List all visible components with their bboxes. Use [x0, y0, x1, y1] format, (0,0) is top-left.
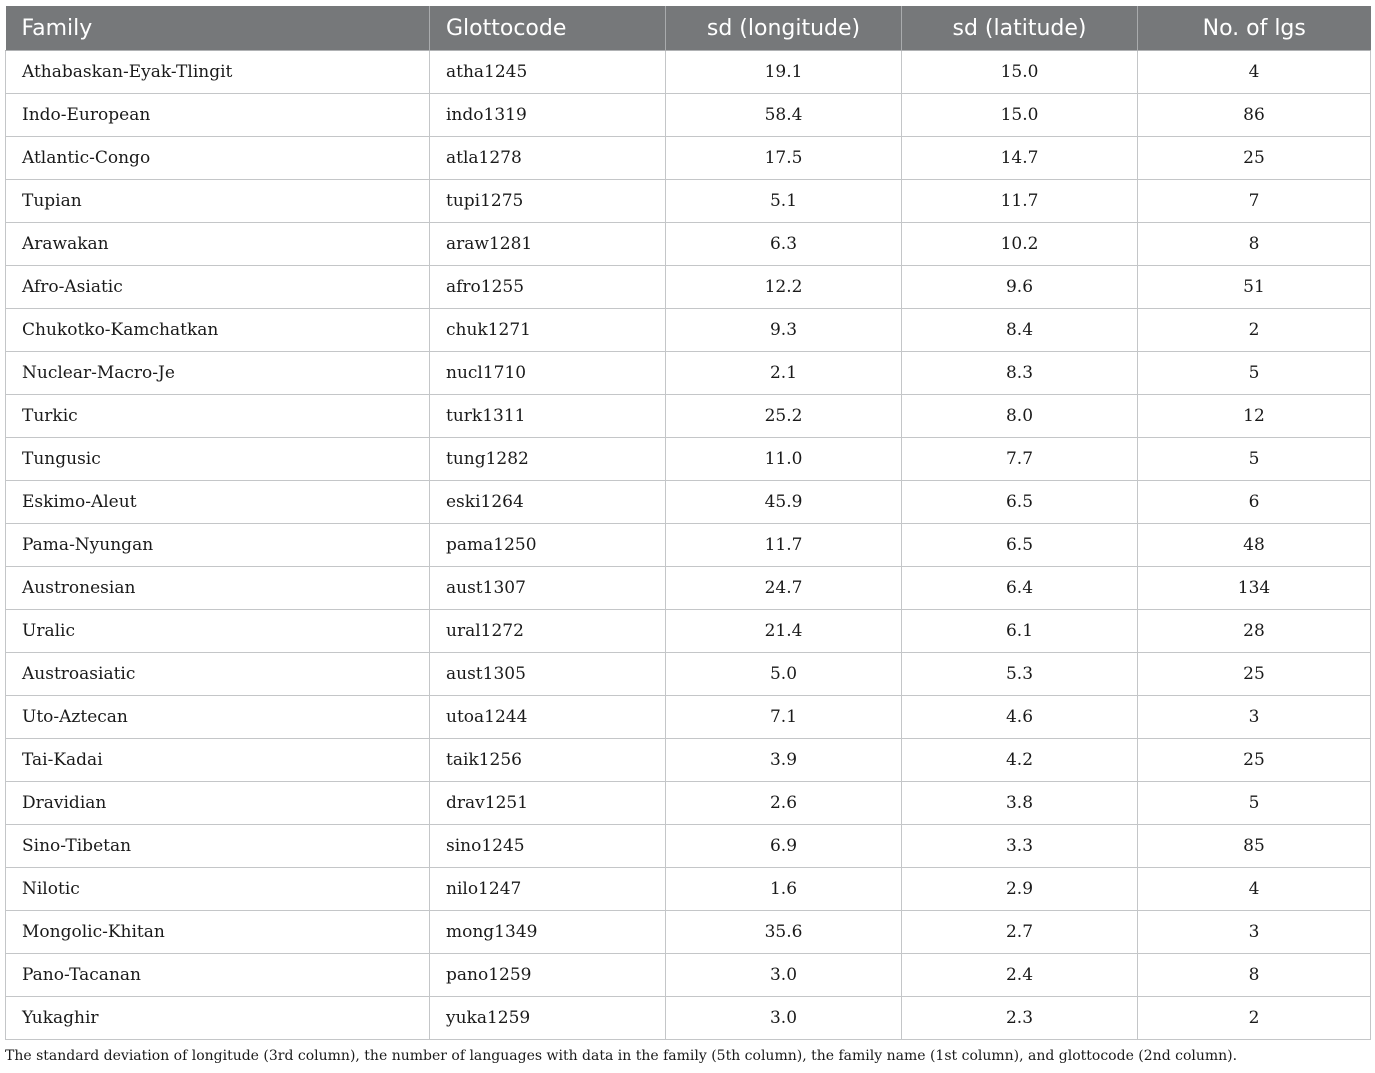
table-row [6, 911, 1371, 954]
cell-sd-latitude: 2.9 [902, 868, 1138, 911]
cell-num-languages: 134 [1138, 567, 1371, 610]
cell-family: Austronesian [6, 567, 430, 610]
cell-glottocode: indo1319 [430, 94, 666, 137]
cell-sd-longitude: 6.3 [666, 223, 902, 266]
cell-family: Uralic [6, 610, 430, 653]
cell-num-languages: 3 [1138, 696, 1371, 739]
cell-sd-latitude: 3.8 [902, 782, 1138, 825]
cell-sd-latitude: 9.6 [902, 266, 1138, 309]
cell-sd-longitude: 45.9 [666, 481, 902, 524]
cell-glottocode: aust1305 [430, 653, 666, 696]
table-row [6, 481, 1371, 524]
cell-sd-longitude: 35.6 [666, 911, 902, 954]
table-row [6, 825, 1371, 868]
cell-sd-latitude: 2.7 [902, 911, 1138, 954]
cell-num-languages: 8 [1138, 954, 1371, 997]
cell-glottocode: ural1272 [430, 610, 666, 653]
cell-glottocode: atha1245 [430, 51, 666, 94]
cell-sd-latitude: 10.2 [902, 223, 1138, 266]
table-row [6, 266, 1371, 309]
cell-family: Eskimo-Aleut [6, 481, 430, 524]
cell-glottocode: utoa1244 [430, 696, 666, 739]
cell-sd-longitude: 9.3 [666, 309, 902, 352]
table-header-row [6, 6, 1371, 51]
table-body [6, 51, 1371, 1040]
cell-sd-latitude: 4.2 [902, 739, 1138, 782]
header-glottocode: Glottocode [430, 6, 666, 51]
cell-sd-latitude: 8.3 [902, 352, 1138, 395]
table-row [6, 610, 1371, 653]
cell-num-languages: 6 [1138, 481, 1371, 524]
table-row [6, 395, 1371, 438]
table-row [6, 696, 1371, 739]
cell-family: Afro-Asiatic [6, 266, 430, 309]
cell-sd-longitude: 2.6 [666, 782, 902, 825]
cell-family: Tungusic [6, 438, 430, 481]
cell-sd-latitude: 5.3 [902, 653, 1138, 696]
cell-family: Austroasiatic [6, 653, 430, 696]
cell-glottocode: afro1255 [430, 266, 666, 309]
cell-sd-longitude: 21.4 [666, 610, 902, 653]
cell-glottocode: yuka1259 [430, 997, 666, 1040]
table-caption: The standard deviation of longitude (3rd column), the number of languages with data in the family (5th column), the family name (1st column), and glottocode (2nd column). [5, 1048, 1238, 1064]
table-row [6, 352, 1371, 395]
cell-family: Sino-Tibetan [6, 825, 430, 868]
table-row [6, 51, 1371, 94]
cell-family: Dravidian [6, 782, 430, 825]
header-sd-longitude: sd (longitude) [666, 6, 902, 51]
cell-sd-latitude: 15.0 [902, 51, 1138, 94]
cell-sd-longitude: 5.0 [666, 653, 902, 696]
cell-sd-longitude: 1.6 [666, 868, 902, 911]
cell-num-languages: 4 [1138, 51, 1371, 94]
cell-family: Tupian [6, 180, 430, 223]
cell-sd-latitude: 11.7 [902, 180, 1138, 223]
cell-num-languages: 5 [1138, 782, 1371, 825]
cell-family: Pano-Tacanan [6, 954, 430, 997]
header-family: Family [6, 6, 430, 51]
cell-glottocode: atla1278 [430, 137, 666, 180]
cell-sd-latitude: 2.4 [902, 954, 1138, 997]
cell-sd-latitude: 3.3 [902, 825, 1138, 868]
cell-family: Nuclear-Macro-Je [6, 352, 430, 395]
cell-family: Athabaskan-Eyak-Tlingit [6, 51, 430, 94]
cell-sd-latitude: 14.7 [902, 137, 1138, 180]
cell-glottocode: aust1307 [430, 567, 666, 610]
cell-sd-longitude: 2.1 [666, 352, 902, 395]
cell-sd-latitude: 8.0 [902, 395, 1138, 438]
cell-sd-latitude: 6.5 [902, 481, 1138, 524]
cell-family: Yukaghir [6, 997, 430, 1040]
table-row [6, 137, 1371, 180]
cell-glottocode: tupi1275 [430, 180, 666, 223]
cell-family: Mongolic-Khitan [6, 911, 430, 954]
cell-sd-latitude: 4.6 [902, 696, 1138, 739]
cell-glottocode: nucl1710 [430, 352, 666, 395]
header-num-languages: No. of lgs [1138, 6, 1371, 51]
cell-glottocode: pama1250 [430, 524, 666, 567]
cell-family: Uto-Aztecan [6, 696, 430, 739]
cell-sd-longitude: 7.1 [666, 696, 902, 739]
cell-sd-latitude: 6.4 [902, 567, 1138, 610]
cell-num-languages: 3 [1138, 911, 1371, 954]
cell-family: Turkic [6, 395, 430, 438]
table-row [6, 567, 1371, 610]
cell-glottocode: sino1245 [430, 825, 666, 868]
cell-family: Atlantic-Congo [6, 137, 430, 180]
cell-num-languages: 8 [1138, 223, 1371, 266]
table-row [6, 180, 1371, 223]
cell-family: Arawakan [6, 223, 430, 266]
cell-num-languages: 5 [1138, 438, 1371, 481]
cell-glottocode: nilo1247 [430, 868, 666, 911]
cell-glottocode: chuk1271 [430, 309, 666, 352]
cell-num-languages: 51 [1138, 266, 1371, 309]
cell-sd-longitude: 6.9 [666, 825, 902, 868]
cell-glottocode: eski1264 [430, 481, 666, 524]
table-row [6, 309, 1371, 352]
cell-glottocode: taik1256 [430, 739, 666, 782]
cell-sd-longitude: 3.0 [666, 997, 902, 1040]
cell-num-languages: 25 [1138, 739, 1371, 782]
table-row [6, 739, 1371, 782]
cell-sd-latitude: 6.1 [902, 610, 1138, 653]
table-row [6, 653, 1371, 696]
cell-glottocode: mong1349 [430, 911, 666, 954]
table-row [6, 868, 1371, 911]
cell-glottocode: turk1311 [430, 395, 666, 438]
cell-sd-latitude: 8.4 [902, 309, 1138, 352]
cell-sd-longitude: 58.4 [666, 94, 902, 137]
cell-sd-latitude: 7.7 [902, 438, 1138, 481]
cell-sd-longitude: 12.2 [666, 266, 902, 309]
cell-sd-longitude: 5.1 [666, 180, 902, 223]
cell-num-languages: 4 [1138, 868, 1371, 911]
cell-num-languages: 12 [1138, 395, 1371, 438]
cell-num-languages: 7 [1138, 180, 1371, 223]
cell-num-languages: 25 [1138, 137, 1371, 180]
cell-family: Chukotko-Kamchatkan [6, 309, 430, 352]
header-sd-latitude: sd (latitude) [902, 6, 1138, 51]
cell-sd-latitude: 6.5 [902, 524, 1138, 567]
cell-glottocode: araw1281 [430, 223, 666, 266]
table-row [6, 782, 1371, 825]
cell-glottocode: drav1251 [430, 782, 666, 825]
table-row [6, 438, 1371, 481]
cell-num-languages: 2 [1138, 309, 1371, 352]
cell-sd-longitude: 17.5 [666, 137, 902, 180]
cell-family: Tai-Kadai [6, 739, 430, 782]
cell-family: Indo-European [6, 94, 430, 137]
table-row [6, 94, 1371, 137]
cell-sd-longitude: 24.7 [666, 567, 902, 610]
cell-sd-longitude: 3.0 [666, 954, 902, 997]
cell-num-languages: 28 [1138, 610, 1371, 653]
table-row [6, 524, 1371, 567]
table-row [6, 954, 1371, 997]
cell-num-languages: 85 [1138, 825, 1371, 868]
cell-sd-latitude: 15.0 [902, 94, 1138, 137]
cell-num-languages: 5 [1138, 352, 1371, 395]
cell-sd-latitude: 2.3 [902, 997, 1138, 1040]
cell-sd-longitude: 3.9 [666, 739, 902, 782]
cell-sd-longitude: 11.7 [666, 524, 902, 567]
cell-glottocode: tung1282 [430, 438, 666, 481]
cell-glottocode: pano1259 [430, 954, 666, 997]
cell-num-languages: 86 [1138, 94, 1371, 137]
cell-sd-longitude: 11.0 [666, 438, 902, 481]
cell-num-languages: 25 [1138, 653, 1371, 696]
cell-sd-longitude: 19.1 [666, 51, 902, 94]
table-row [6, 223, 1371, 266]
cell-num-languages: 2 [1138, 997, 1371, 1040]
cell-num-languages: 48 [1138, 524, 1371, 567]
cell-family: Nilotic [6, 868, 430, 911]
cell-sd-longitude: 25.2 [666, 395, 902, 438]
cell-family: Pama-Nyungan [6, 524, 430, 567]
table-row [6, 997, 1371, 1040]
language-family-table [5, 6, 1371, 1040]
